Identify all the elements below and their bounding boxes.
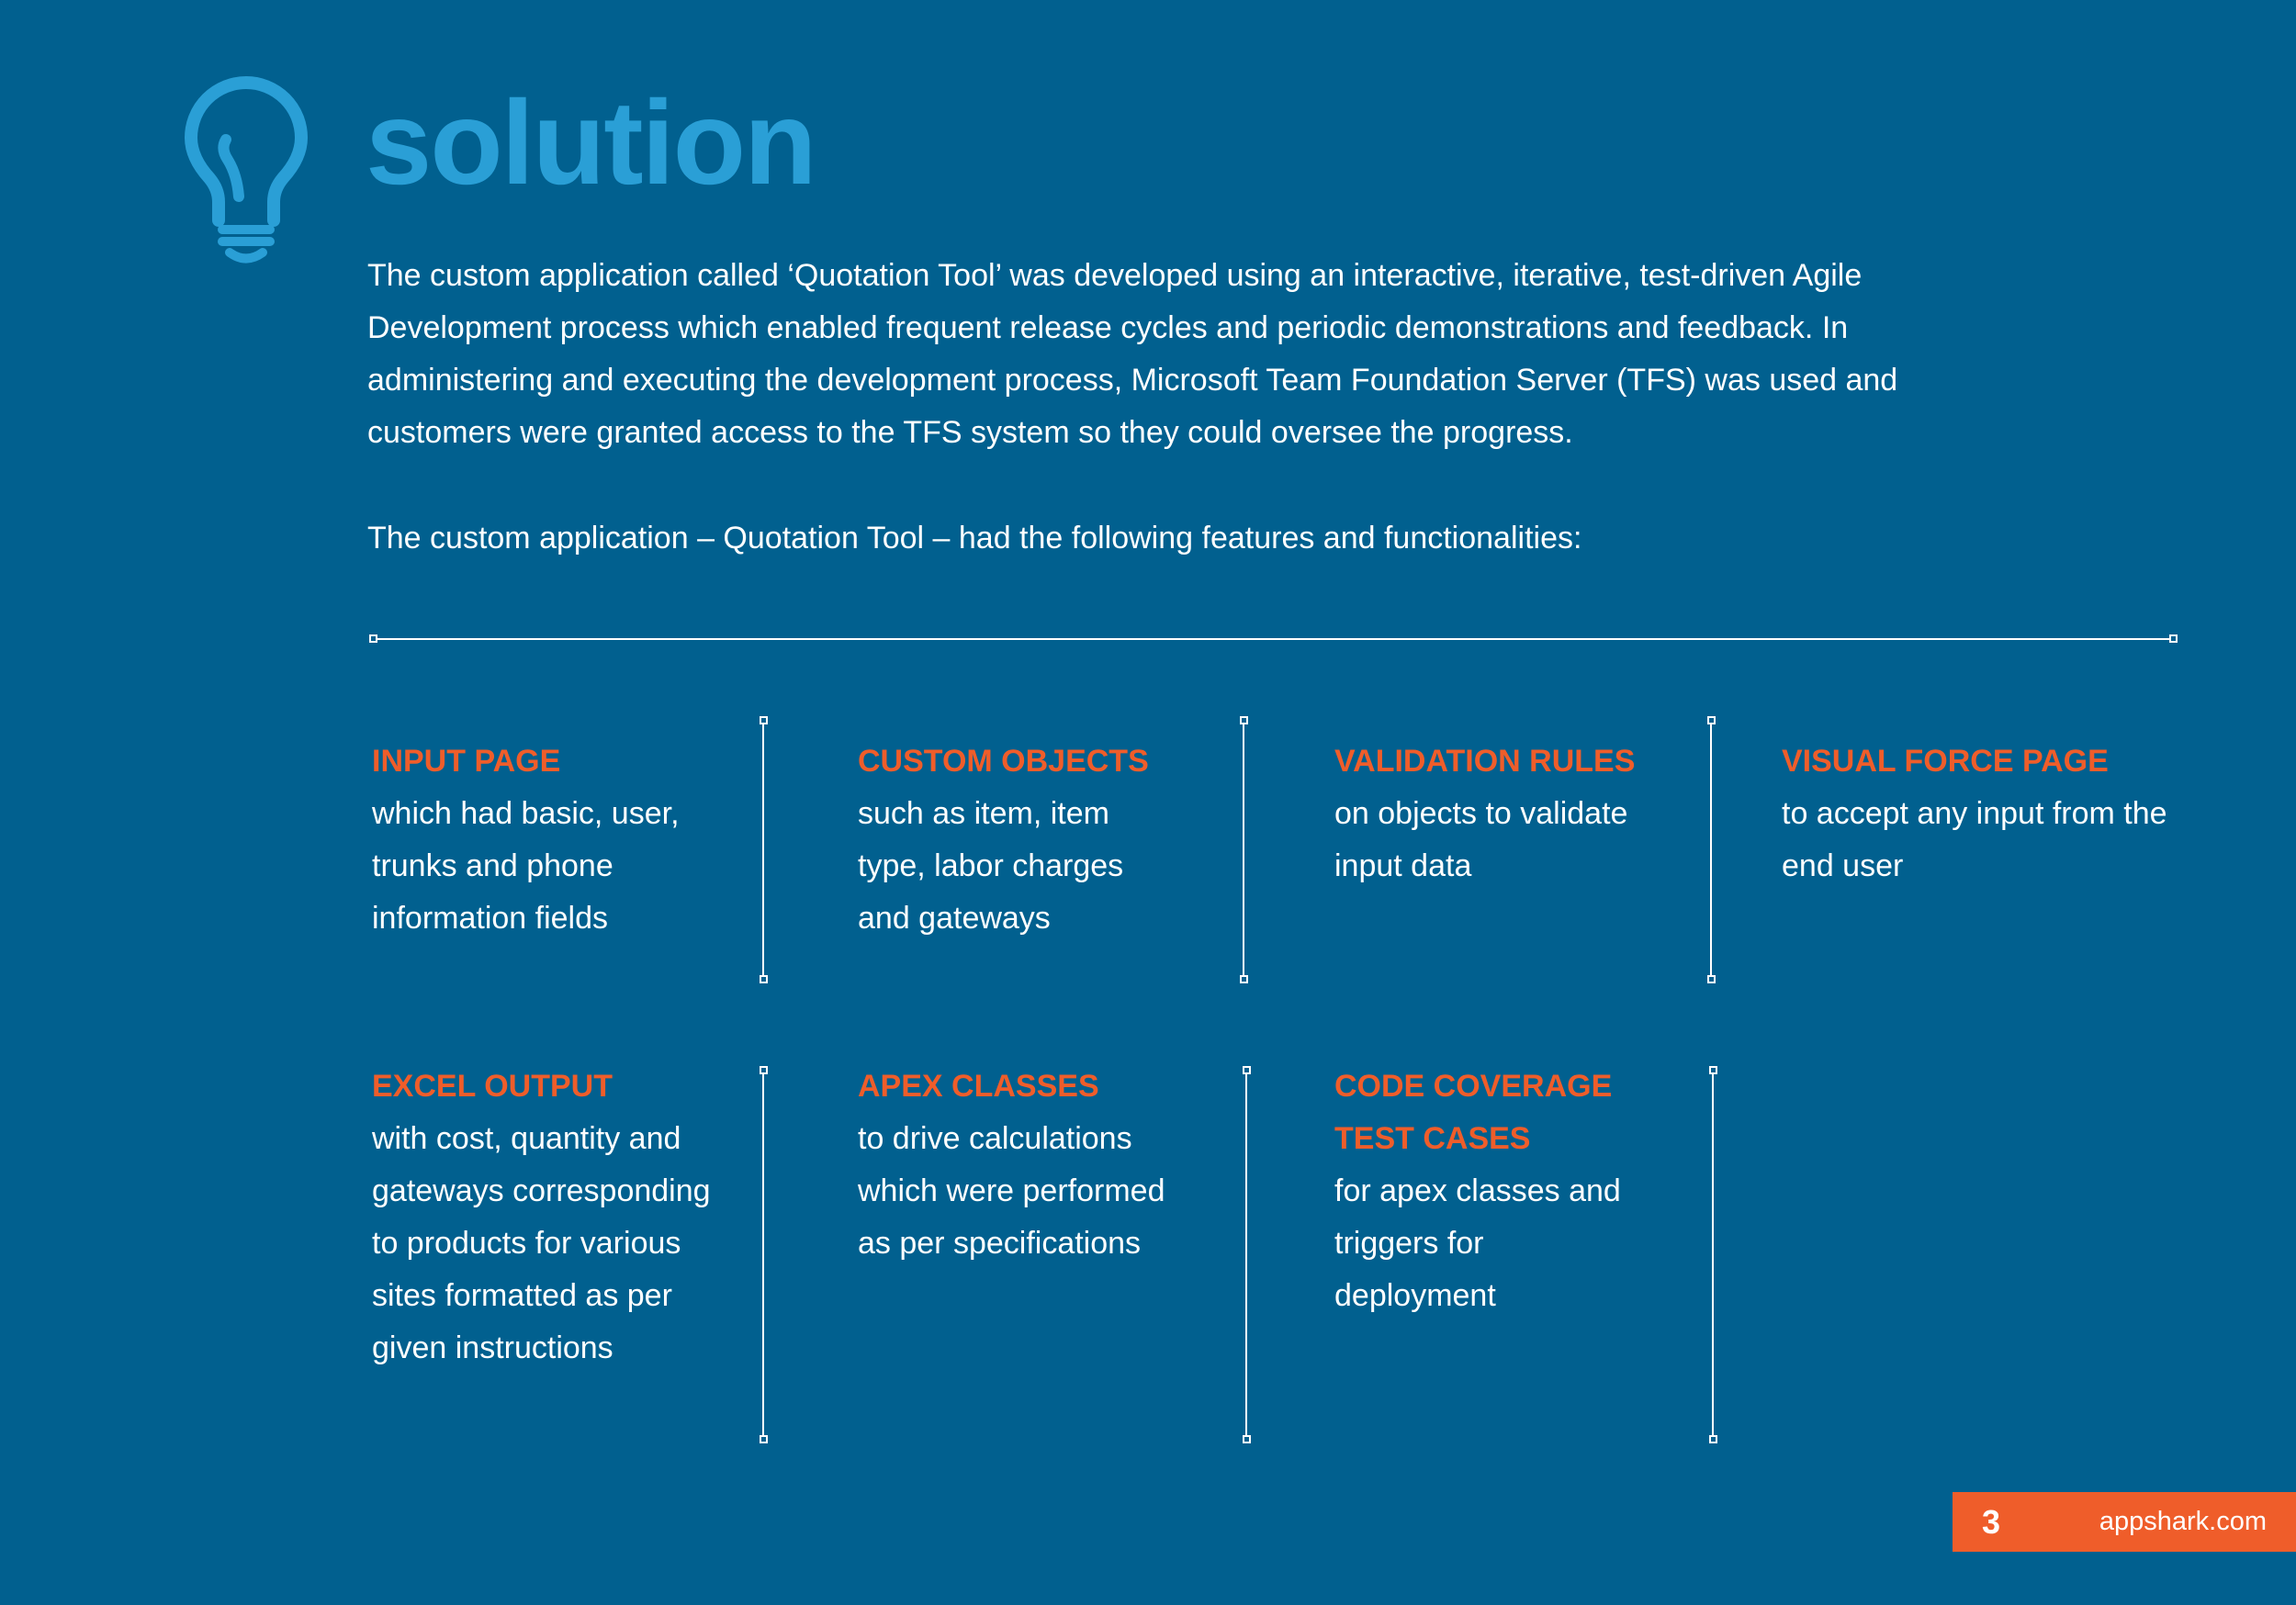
page-number: 3 xyxy=(1982,1503,2001,1541)
section-divider xyxy=(373,638,2174,640)
feature-description: for apex classes and triggers for deployment xyxy=(1334,1173,1621,1313)
website-link[interactable]: appshark.com xyxy=(2099,1507,2267,1536)
feature-title: CODE COVERAGE TEST CASES xyxy=(1334,1069,1613,1156)
column-separator xyxy=(762,1071,764,1440)
feature-description: which had basic, user, trunks and phone information fields xyxy=(372,796,680,936)
feature-excel-output xyxy=(372,1061,721,1375)
separator-node xyxy=(1240,716,1248,724)
feature-apex-classes xyxy=(858,1061,1170,1270)
feature-description: such as item, item type, labor charges and gateways xyxy=(858,796,1124,936)
feature-description: to drive calculations which were performed as per specifications xyxy=(858,1121,1165,1261)
separator-node xyxy=(1707,716,1716,724)
separator-node xyxy=(1243,1435,1251,1443)
feature-custom-objects xyxy=(858,735,1170,945)
column-separator xyxy=(1712,1071,1714,1440)
feature-title: VALIDATION RULES xyxy=(1334,744,1636,779)
feature-title: EXCEL OUTPUT xyxy=(372,1069,613,1104)
separator-node xyxy=(1707,975,1716,983)
feature-title: APEX CLASSES xyxy=(858,1069,1099,1104)
separator-node xyxy=(760,1066,768,1074)
feature-title: CUSTOM OBJECTS xyxy=(858,744,1149,779)
column-separator xyxy=(1243,721,1244,980)
feature-title: INPUT PAGE xyxy=(372,744,561,779)
feature-input-page xyxy=(372,735,721,945)
feature-description: on objects to validate input data xyxy=(1334,796,1628,883)
page-title: solution xyxy=(366,75,816,209)
intro-text: The custom application called ‘Quotation Tool’ was developed using an interactive, iterative, test-driven Agile Development process which enabled frequent release cycles and periodic demonstrations and feedback. In administering and executing the development process, Microsoft Team Foundation Server (TFS) was used and customers were granted access to the TFS system so they could oversee the progress. xyxy=(367,258,1898,450)
lightbulb-icon xyxy=(184,75,309,264)
feature-description: with cost, quantity and gateways corresponding to products for various sites formatted as per given instructions xyxy=(372,1121,711,1365)
feature-description: to accept any input from the end user xyxy=(1782,796,2167,883)
separator-node xyxy=(1240,975,1248,983)
column-separator xyxy=(762,721,764,980)
separator-node xyxy=(1709,1066,1717,1074)
column-separator xyxy=(1245,1071,1247,1440)
feature-title: VISUAL FORCE PAGE xyxy=(1782,744,2109,779)
column-separator xyxy=(1710,721,1712,980)
page-footer xyxy=(1953,1492,2296,1552)
features-lead-text: The custom application – Quotation Tool – had the following features and functionalities: xyxy=(367,521,1582,556)
divider-node xyxy=(369,634,377,643)
intro-paragraph xyxy=(367,250,1947,459)
divider-node xyxy=(2169,634,2178,643)
separator-node xyxy=(760,716,768,724)
feature-validation-rules xyxy=(1334,735,1683,892)
separator-node xyxy=(760,975,768,983)
separator-node xyxy=(1709,1435,1717,1443)
separator-node xyxy=(1243,1066,1251,1074)
feature-visual-force-page xyxy=(1782,735,2204,892)
feature-code-coverage xyxy=(1334,1061,1638,1322)
separator-node xyxy=(760,1435,768,1443)
